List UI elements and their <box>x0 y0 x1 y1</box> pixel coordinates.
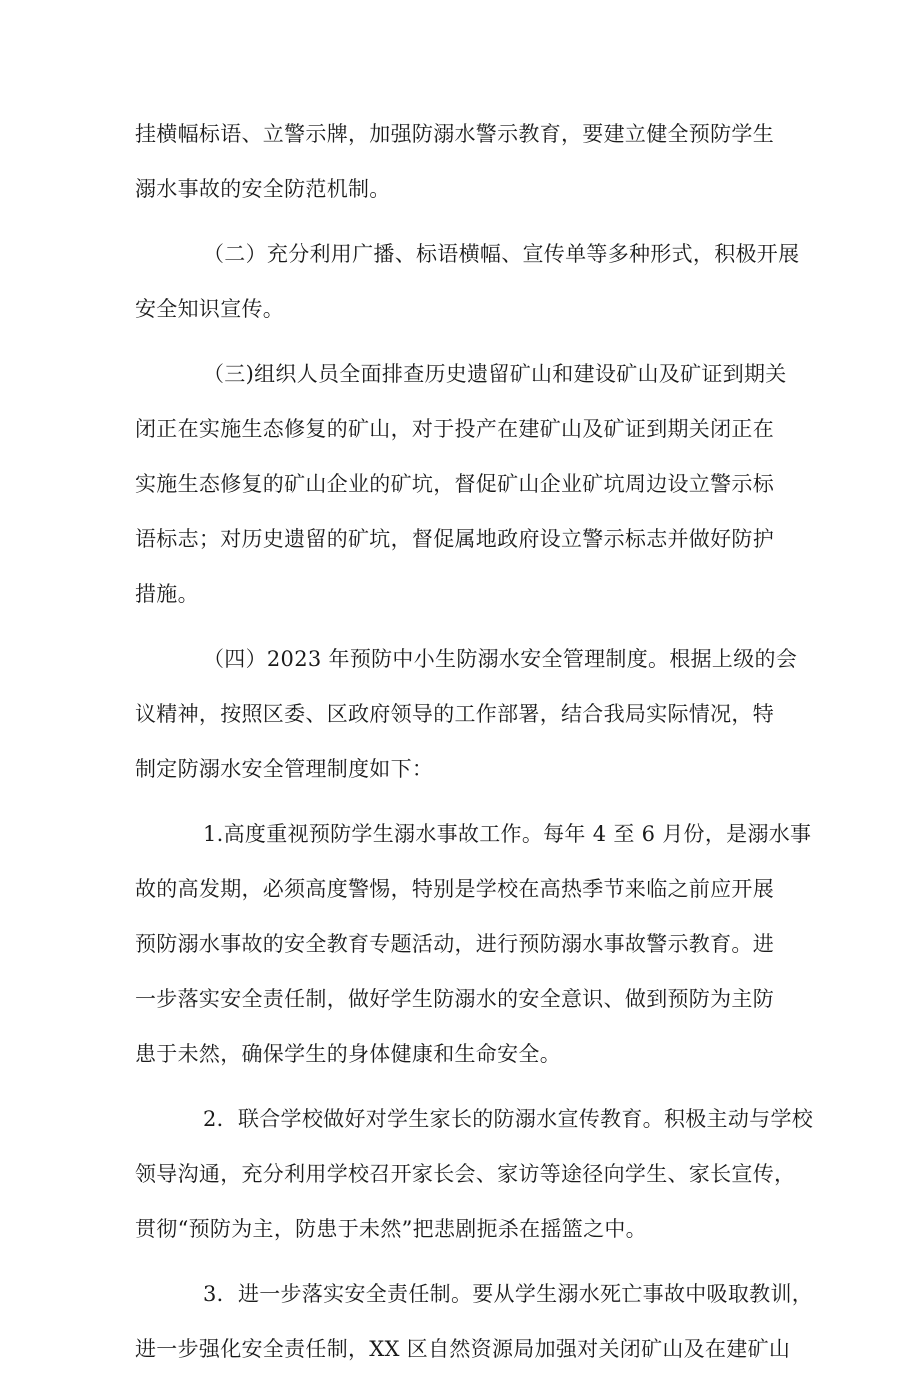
text-line: 一步落实安全责任制，做好学生防溺水的安全意识、做到预防为主防 <box>135 987 774 1011</box>
text-line: 议精神，按照区委、区政府领导的工作部署，结合我局实际情况，特 <box>135 702 774 726</box>
paragraph <box>135 1092 814 1257</box>
text-line: （三)组织人员全面排查历史遗留矿山和建设矿山及矿证到期关 <box>203 362 787 386</box>
text-line: 进一步强化安全责任制，XX 区自然资源局加强对关闭矿山及在建矿山 <box>135 1337 791 1361</box>
paragraph <box>135 807 812 1082</box>
text-line: 贯彻“预防为主，防患于未然”把悲剧扼杀在摇篮之中。 <box>135 1217 647 1241</box>
text-line: 领导沟通，充分利用学校召开家长会、家访等途径向学生、家长宣传， <box>135 1162 796 1186</box>
paragraph <box>135 227 800 337</box>
text-line: 2．联合学校做好对学生家长的防溺水宣传教育。积极主动与学校 <box>203 1107 814 1131</box>
paragraph <box>135 347 795 622</box>
text-line: 挂横幅标语、立警示牌，加强防溺水警示教育，要建立健全预防学生 <box>135 122 774 146</box>
text-line: 实施生态修复的矿山企业的矿坑，督促矿山企业矿坑周边设立警示标 <box>135 472 774 496</box>
text-line: 故的高发期，必须高度警惕，特别是学校在高热季节来临之前应开展 <box>135 877 774 901</box>
text-line: 闭正在实施生态修复的矿山，对于投产在建矿山及矿证到期关闭正在 <box>135 417 774 441</box>
text-line: 1.高度重视预防学生溺水事故工作。每年 4 至 6 月份，是溺水事 <box>203 822 812 846</box>
text-line: 语标志；对历史遗留的矿坑，督促属地政府设立警示标志并做好防护 <box>135 527 774 551</box>
text-line: 措施。 <box>135 582 199 606</box>
text-line: 患于未然，确保学生的身体健康和生命安全。 <box>135 1042 561 1066</box>
paragraph <box>135 632 798 797</box>
paragraph <box>135 107 795 217</box>
text-line: 3．进一步落实安全责任制。要从学生溺水死亡事故中吸取教训， <box>203 1282 814 1306</box>
text-line: 预防溺水事故的安全教育专题活动，进行预防溺水事故警示教育。进 <box>135 932 774 956</box>
text-line: 溺水事故的安全防范机制。 <box>135 177 391 201</box>
paragraph <box>135 1267 814 1377</box>
text-line: 制定防溺水安全管理制度如下： <box>135 757 434 781</box>
text-line: 安全知识宣传。 <box>135 297 285 321</box>
text-line: （二）充分利用广播、标语横幅、宣传单等多种形式，积极开展 <box>203 242 800 266</box>
document-body <box>135 107 814 1387</box>
text-line: （四）2023 年预防中小生防溺水安全管理制度。根据上级的会 <box>203 647 798 671</box>
